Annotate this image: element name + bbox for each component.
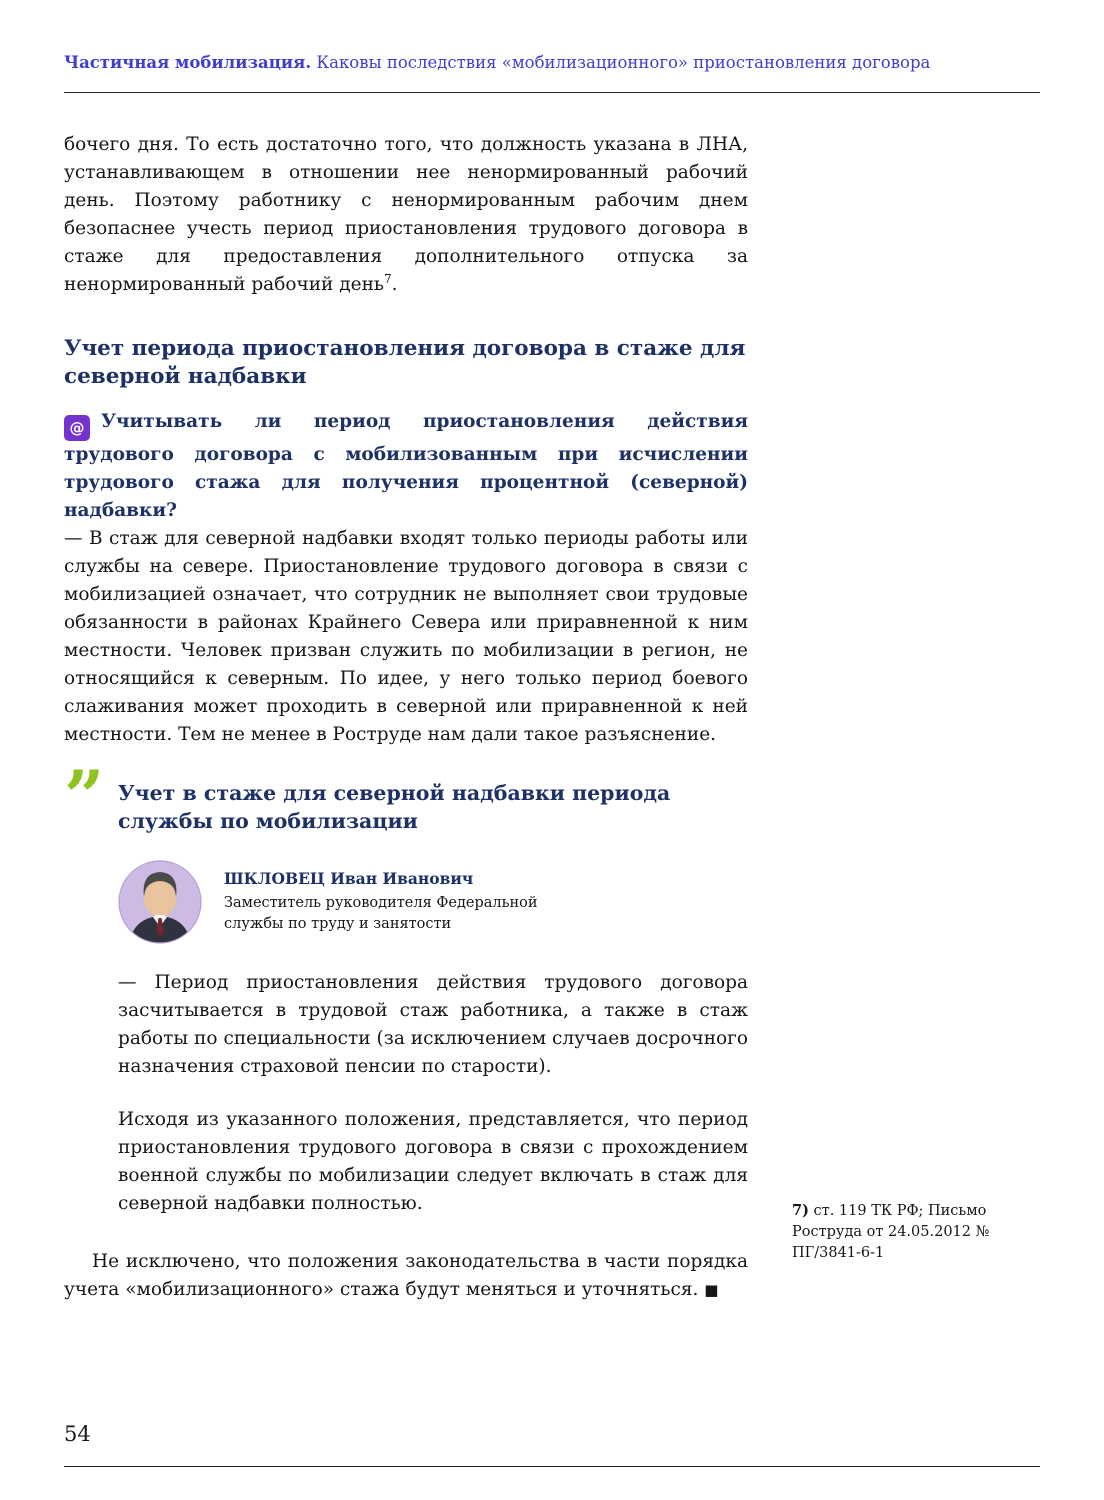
closing-text: Не исключено, что положения законодательства в части порядка учета «мобилизационного» стажа будут меняться и уточняться. [64,1251,748,1300]
footnote-text: ст. 119 ТК РФ; Письмо Роструда от 24.05.2012 № ПГ/3841-6-1 [792,1203,990,1261]
page-header [64,52,1044,74]
sidebar-footnote [792,1200,1032,1264]
expert-position: Заместитель руководителя Федеральной службы по труду и занятости [224,895,538,932]
footnote-reference: 7 [384,271,392,286]
question-paragraph [64,408,748,525]
expert-name: ШКЛОВЕЦ Иван Иванович [224,869,474,888]
article-body [64,131,748,1304]
expert-quote-block [64,755,748,1218]
at-question-icon: @ [64,415,90,441]
end-of-article-marker: ■ [704,1281,719,1299]
footer-divider [64,1466,1040,1467]
intro-period: . [391,274,398,295]
header-divider [64,92,1040,93]
quote-paragraph-1: — Период приостановления действия трудового договора засчитывается в трудовой стаж работника, а также в стаж работы по специальности (за исключением случаев досрочного назначения страховой пенсии по старости). [118,972,748,1077]
question-text: Учитывать ли период приостановления действия трудового договора с мобилизованным при исчислении трудового стажа для получения процентной (северной) надбавки? [64,411,748,521]
expert-info [224,869,584,935]
intro-paragraph [64,131,748,299]
section-heading: Учет периода приостановления договора в стаже для северной надбавки [64,336,746,389]
answer-paragraph: — В стаж для северной надбавки входят только периоды работы или службы на севере. Приостановление трудового договора в связи с мобилизацией означает, что сотрудник не выполняет свои трудовые обязанности в районах Крайнего Севера или приравненной к ним местности. Человек призван служить по мобилизации в регион, не относящийся к северным. По идее, у него только период боевого слаживания может проходить в северной или приравненной к ней местности. Тем не менее в Роструде нам дали такое разъяснение. [64,528,748,745]
quote-heading-row [64,755,748,838]
closing-paragraph [64,1248,748,1304]
quote-paragraph-2: Исходя из указанного положения, представляется, что период приостановления трудового договора в связи с прохождением военной службы по мобилизации следует включать в стаж для северной надбавки полностью. [118,1109,748,1214]
quotation-marks-icon: ” [64,755,100,838]
expert-card [118,860,748,944]
intro-text: бочего дня. То есть достаточно того, что должность указана в ЛНА, устанавливающем в отношении нее ненормированный рабочий день. Поэтому работнику с ненормированным рабочим днем безопаснее учесть период приостановления трудового договора в стаже для предоставления дополнительного отпуска за ненормированный рабочий день [64,134,748,295]
quote-title: Учет в стаже для северной надбавки периода службы по мобилизации [118,781,671,833]
page-number: 54 [64,1422,91,1446]
rubric-title: Частичная мобилизация. [64,53,312,72]
expert-photo [118,860,202,944]
footnote-number: 7) [792,1202,809,1219]
article-subtitle: Каковы последствия «мобилизационного» приостановления договора [311,53,931,72]
